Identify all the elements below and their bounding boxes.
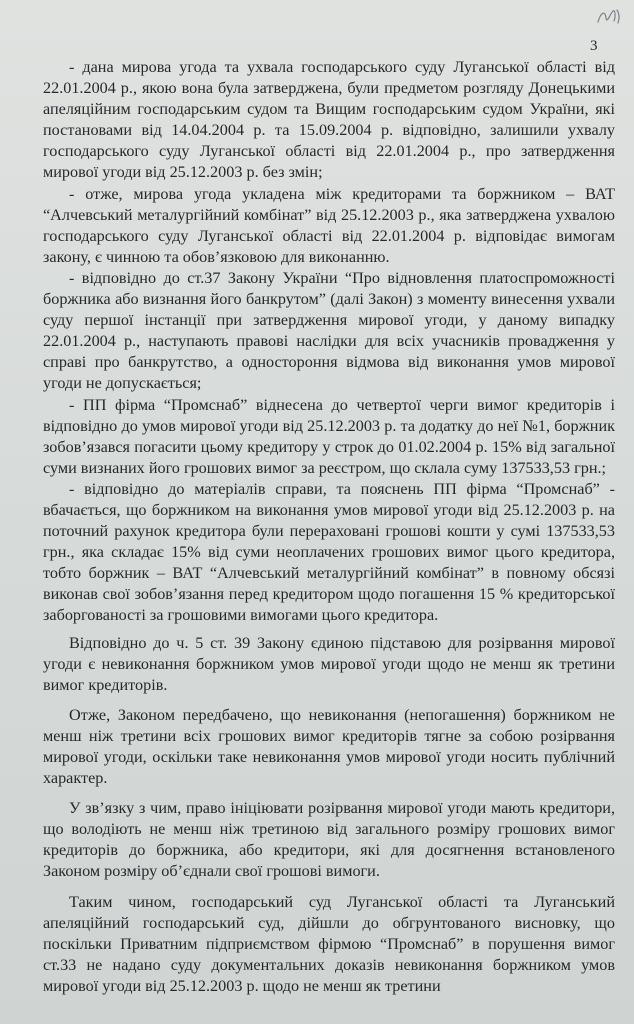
paragraph-creditor-rights: У зв’язку з чим, право ініціювати розірвання мирової угоди мають кредитори, що володіють не менш ніж третиною від загального розміру грошових вимог кредиторів до боржника, або кредитори, які для досягнення встановленого Законом розміру об’єднали свої грошові вимоги. xyxy=(43,799,615,881)
paragraph-promsnab-claim: - ПП фірма “Промснаб” віднесена до четвертої черги вимог кредиторів і відповідно до умов мирової угоди від 25.12.2003 р. та додатку до неї №1, боржник зобов’язався погасити цьому кредитору у строк до 01.02.2004 р. 15% від загальної суми визнаних його грошових вимог за реєстром, що склала суму 137533,53 грн.; xyxy=(43,395,615,477)
paragraph-conclusion: Таким чином, господарський суд Луганської області та Луганський апеляційний господарський суд, дійшли до обгрунтованого висновку, що поскільки Приватним підприємством фірмою “Промснаб” в порушення вимог ст.33 не надано суду документальних доказів невиконання боржником умов мирової угоди від 25.12.2003 р. щодо не менш як третини xyxy=(43,892,615,995)
paragraph-article-37: - відповідно до ст.37 Закону України “Про відновлення платоспроможності боржника або визнання його банкрутом” (далі Закон) з моменту винесення ухвали суду першої інстанції при затвердження мирової угоди, у даному випадку 22.01.2004 р., наступають правові наслідки для всіх учасників провадження у справі про банкрутство, а одностороння відмова від виконання умов мирової угоди не допускається; xyxy=(43,268,615,393)
paragraph-law-provision: Отже, Законом передбачено, що невиконання (непогашення) боржником не менш ніж третини всіх грошових вимог кредиторів тягне за собою розірвання мирової угоди, оскільки таке невиконання умов мирової угоди носить публічний характер. xyxy=(43,705,615,788)
paragraph-settlement-review: - дана мирова угода та ухвала господарського суду Луганської області від 22.01.2004 р., якою вона була затверджена, були предметом розгляду Донецькими апеляційним господарським судом та Вищим господарським судом України, які постановами від 14.04.2004 р. та 15.09.2004 р. відповідно, залишили ухвалу господарського суду Луганської області від 22.01.2004 р., про затвердження мирової угоди від 25.12.2003 р. без змін; xyxy=(43,58,615,182)
handwritten-mark xyxy=(594,4,624,30)
document-body xyxy=(43,57,615,997)
paragraph-settlement-valid: - отже, мирова угода укладена між кредиторами та боржником – ВАТ “Алчевський металургійний комбінат” від 25.12.2003 р., яка затверджена ухвалою господарського суду Луганської області від 22.01.2004 р. відповідає вимогам закону, є чинною та обов’язковою для виконанню. xyxy=(43,184,615,266)
paragraph-payment-evidence: - відповідно до матеріалів справи, та пояснень ПП фірма “Промснаб” - вбачається, що боржником на виконання умов мирової угоди від 25.12.2003 р. на поточний рахунок кредитора були перераховані грошові кошти у сумі 137533,53 грн., яка складає 15% від суми неоплачених грошових вимог цього кредитора, тобто боржник – ВАТ “Алчевський металургійний комбінат” в повному обсязі виконав свої зобов’язання перед кредитором щодо погашення 15 % кредиторської заборгованості за грошовими вимогами цього кредитора. xyxy=(43,479,615,625)
page-number: 3 xyxy=(590,38,598,54)
paragraph-article-39: Відповідно до ч. 5 ст. 39 Закону єдиною підставою для розірвання мирової угоди є невиконання боржником умов мирової угоди щодо не менш як третини вимог кредиторів. xyxy=(43,633,615,694)
